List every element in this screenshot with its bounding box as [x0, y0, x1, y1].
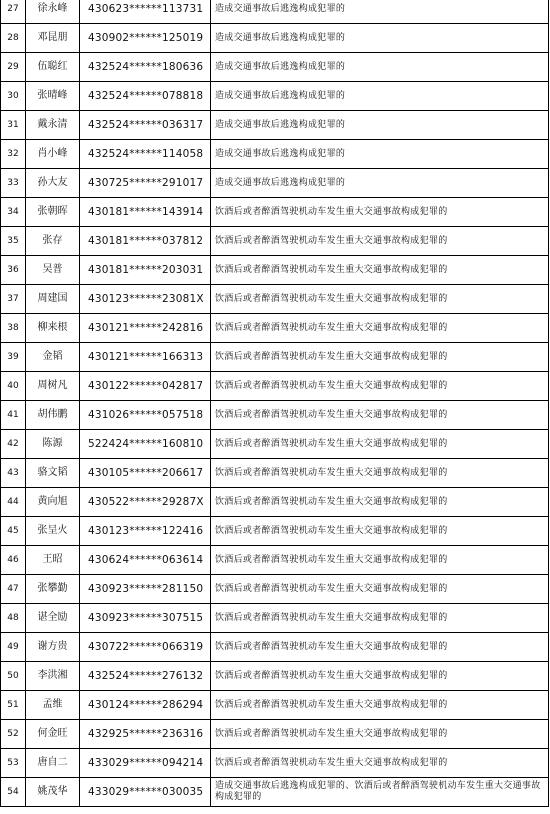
table-row	[1, 82, 549, 111]
name-cell: 邓昆朋	[26, 24, 80, 53]
id-number-cell: 432524******078818	[80, 82, 211, 111]
offense-cell: 造成交通事故后逃逸构成犯罪的、饮酒后或者醉酒驾驶机动车发生重大交通事故构成犯罪的	[211, 778, 549, 807]
name-cell: 张晴峰	[26, 82, 80, 111]
name-cell: 张朝晖	[26, 198, 80, 227]
table-row	[1, 111, 549, 140]
row-number-cell: 29	[1, 53, 26, 82]
row-number-cell: 45	[1, 517, 26, 546]
table-row	[1, 372, 549, 401]
id-number-cell: 430181******203031	[80, 256, 211, 285]
id-number-cell: 430923******307515	[80, 604, 211, 633]
offense-cell: 饮酒后或者醉酒驾驶机动车发生重大交通事故构成犯罪的	[211, 198, 549, 227]
offense-cell: 造成交通事故后逃逸构成犯罪的	[211, 169, 549, 198]
row-number-cell: 31	[1, 111, 26, 140]
table-row	[1, 256, 549, 285]
name-cell: 谌全励	[26, 604, 80, 633]
id-number-cell: 430923******281150	[80, 575, 211, 604]
offense-cell: 饮酒后或者醉酒驾驶机动车发生重大交通事故构成犯罪的	[211, 691, 549, 720]
id-number-cell: 430522******29287X	[80, 488, 211, 517]
id-number-cell: 430121******166313	[80, 343, 211, 372]
id-number-cell: 430123******122416	[80, 517, 211, 546]
offense-cell: 造成交通事故后逃逸构成犯罪的	[211, 24, 549, 53]
offense-cell: 饮酒后或者醉酒驾驶机动车发生重大交通事故构成犯罪的	[211, 662, 549, 691]
row-number-cell: 41	[1, 401, 26, 430]
offense-cell: 饮酒后或者醉酒驾驶机动车发生重大交通事故构成犯罪的	[211, 720, 549, 749]
table-row	[1, 604, 549, 633]
id-number-cell: 430105******206617	[80, 459, 211, 488]
offense-cell: 饮酒后或者醉酒驾驶机动车发生重大交通事故构成犯罪的	[211, 517, 549, 546]
table-row	[1, 140, 549, 169]
row-number-cell: 28	[1, 24, 26, 53]
name-cell: 姚茂华	[26, 778, 80, 807]
row-number-cell: 53	[1, 749, 26, 778]
table-row	[1, 227, 549, 256]
row-number-cell: 37	[1, 285, 26, 314]
name-cell: 李洪湘	[26, 662, 80, 691]
row-number-cell: 54	[1, 778, 26, 807]
offense-cell: 造成交通事故后逃逸构成犯罪的	[211, 0, 549, 24]
name-cell: 戴永清	[26, 111, 80, 140]
row-number-cell: 34	[1, 198, 26, 227]
id-number-cell: 430181******143914	[80, 198, 211, 227]
offense-cell: 造成交通事故后逃逸构成犯罪的	[211, 53, 549, 82]
id-number-cell: 432524******276132	[80, 662, 211, 691]
name-cell: 徐永峰	[26, 0, 80, 24]
id-number-cell: 430623******113731	[80, 0, 211, 24]
table-row	[1, 749, 549, 778]
offense-cell: 造成交通事故后逃逸构成犯罪的	[211, 111, 549, 140]
name-cell: 吴普	[26, 256, 80, 285]
row-number-cell: 51	[1, 691, 26, 720]
offense-cell: 饮酒后或者醉酒驾驶机动车发生重大交通事故构成犯罪的	[211, 372, 549, 401]
table-row	[1, 662, 549, 691]
offense-cell: 饮酒后或者醉酒驾驶机动车发生重大交通事故构成犯罪的	[211, 256, 549, 285]
id-number-cell: 430725******291017	[80, 169, 211, 198]
table-row	[1, 459, 549, 488]
row-number-cell: 32	[1, 140, 26, 169]
offense-cell: 饮酒后或者醉酒驾驶机动车发生重大交通事故构成犯罪的	[211, 546, 549, 575]
row-number-cell: 50	[1, 662, 26, 691]
row-number-cell: 47	[1, 575, 26, 604]
table-row	[1, 546, 549, 575]
name-cell: 周树凡	[26, 372, 80, 401]
row-number-cell: 48	[1, 604, 26, 633]
id-number-cell: 430722******066319	[80, 633, 211, 662]
id-number-cell: 430624******063614	[80, 546, 211, 575]
offense-cell: 饮酒后或者醉酒驾驶机动车发生重大交通事故构成犯罪的	[211, 633, 549, 662]
offense-cell: 饮酒后或者醉酒驾驶机动车发生重大交通事故构成犯罪的	[211, 314, 549, 343]
name-cell: 谢方贵	[26, 633, 80, 662]
name-cell: 何金旺	[26, 720, 80, 749]
table-row	[1, 53, 549, 82]
row-number-cell: 38	[1, 314, 26, 343]
table-row	[1, 198, 549, 227]
offense-cell: 饮酒后或者醉酒驾驶机动车发生重大交通事故构成犯罪的	[211, 285, 549, 314]
table-row	[1, 575, 549, 604]
id-number-cell: 430122******042817	[80, 372, 211, 401]
row-number-cell: 49	[1, 633, 26, 662]
name-cell: 张呈火	[26, 517, 80, 546]
table-body	[1, 0, 549, 807]
row-number-cell: 46	[1, 546, 26, 575]
row-number-cell: 30	[1, 82, 26, 111]
name-cell: 唐自二	[26, 749, 80, 778]
offense-cell: 造成交通事故后逃逸构成犯罪的	[211, 140, 549, 169]
offense-cell: 饮酒后或者醉酒驾驶机动车发生重大交通事故构成犯罪的	[211, 459, 549, 488]
row-number-cell: 40	[1, 372, 26, 401]
name-cell: 肖小峰	[26, 140, 80, 169]
name-cell: 张存	[26, 227, 80, 256]
table-row	[1, 285, 549, 314]
row-number-cell: 35	[1, 227, 26, 256]
table-row	[1, 517, 549, 546]
id-number-cell: 432925******236316	[80, 720, 211, 749]
id-number-cell: 432524******180636	[80, 53, 211, 82]
id-number-cell: 430181******037812	[80, 227, 211, 256]
table-row	[1, 0, 549, 24]
row-number-cell: 43	[1, 459, 26, 488]
id-number-cell: 430124******286294	[80, 691, 211, 720]
name-cell: 张攀勤	[26, 575, 80, 604]
table-row	[1, 691, 549, 720]
offense-cell: 饮酒后或者醉酒驾驶机动车发生重大交通事故构成犯罪的	[211, 430, 549, 459]
id-number-cell: 432524******114058	[80, 140, 211, 169]
table-row	[1, 488, 549, 517]
id-number-cell: 431026******057518	[80, 401, 211, 430]
offense-cell: 饮酒后或者醉酒驾驶机动车发生重大交通事故构成犯罪的	[211, 575, 549, 604]
name-cell: 伍聪红	[26, 53, 80, 82]
row-number-cell: 33	[1, 169, 26, 198]
table-row	[1, 401, 549, 430]
offense-cell: 饮酒后或者醉酒驾驶机动车发生重大交通事故构成犯罪的	[211, 401, 549, 430]
table-row	[1, 430, 549, 459]
row-number-cell: 42	[1, 430, 26, 459]
row-number-cell: 44	[1, 488, 26, 517]
id-number-cell: 430123******23081X	[80, 285, 211, 314]
name-cell: 王昭	[26, 546, 80, 575]
row-number-cell: 27	[1, 0, 26, 24]
id-number-cell: 430902******125019	[80, 24, 211, 53]
name-cell: 骆文韬	[26, 459, 80, 488]
name-cell: 孙大友	[26, 169, 80, 198]
table-row	[1, 720, 549, 749]
name-cell: 胡伟鹏	[26, 401, 80, 430]
table-row	[1, 633, 549, 662]
table-row	[1, 24, 549, 53]
offense-cell: 造成交通事故后逃逸构成犯罪的	[211, 82, 549, 111]
table-row	[1, 778, 549, 807]
name-cell: 周建国	[26, 285, 80, 314]
offense-cell: 饮酒后或者醉酒驾驶机动车发生重大交通事故构成犯罪的	[211, 343, 549, 372]
name-cell: 柳来根	[26, 314, 80, 343]
row-number-cell: 52	[1, 720, 26, 749]
name-cell: 黄向旭	[26, 488, 80, 517]
id-number-cell: 430121******242816	[80, 314, 211, 343]
id-number-cell: 432524******036317	[80, 111, 211, 140]
offense-cell: 饮酒后或者醉酒驾驶机动车发生重大交通事故构成犯罪的	[211, 227, 549, 256]
offense-cell: 饮酒后或者醉酒驾驶机动车发生重大交通事故构成犯罪的	[211, 604, 549, 633]
row-number-cell: 36	[1, 256, 26, 285]
offense-cell: 饮酒后或者醉酒驾驶机动车发生重大交通事故构成犯罪的	[211, 749, 549, 778]
name-cell: 金韬	[26, 343, 80, 372]
id-number-cell: 433029******030035	[80, 778, 211, 807]
table-row	[1, 169, 549, 198]
offense-cell: 饮酒后或者醉酒驾驶机动车发生重大交通事故构成犯罪的	[211, 488, 549, 517]
name-cell: 陈源	[26, 430, 80, 459]
table-row	[1, 314, 549, 343]
table-row	[1, 343, 549, 372]
row-number-cell: 39	[1, 343, 26, 372]
id-number-cell: 522424******160810	[80, 430, 211, 459]
id-number-cell: 433029******094214	[80, 749, 211, 778]
name-cell: 孟维	[26, 691, 80, 720]
